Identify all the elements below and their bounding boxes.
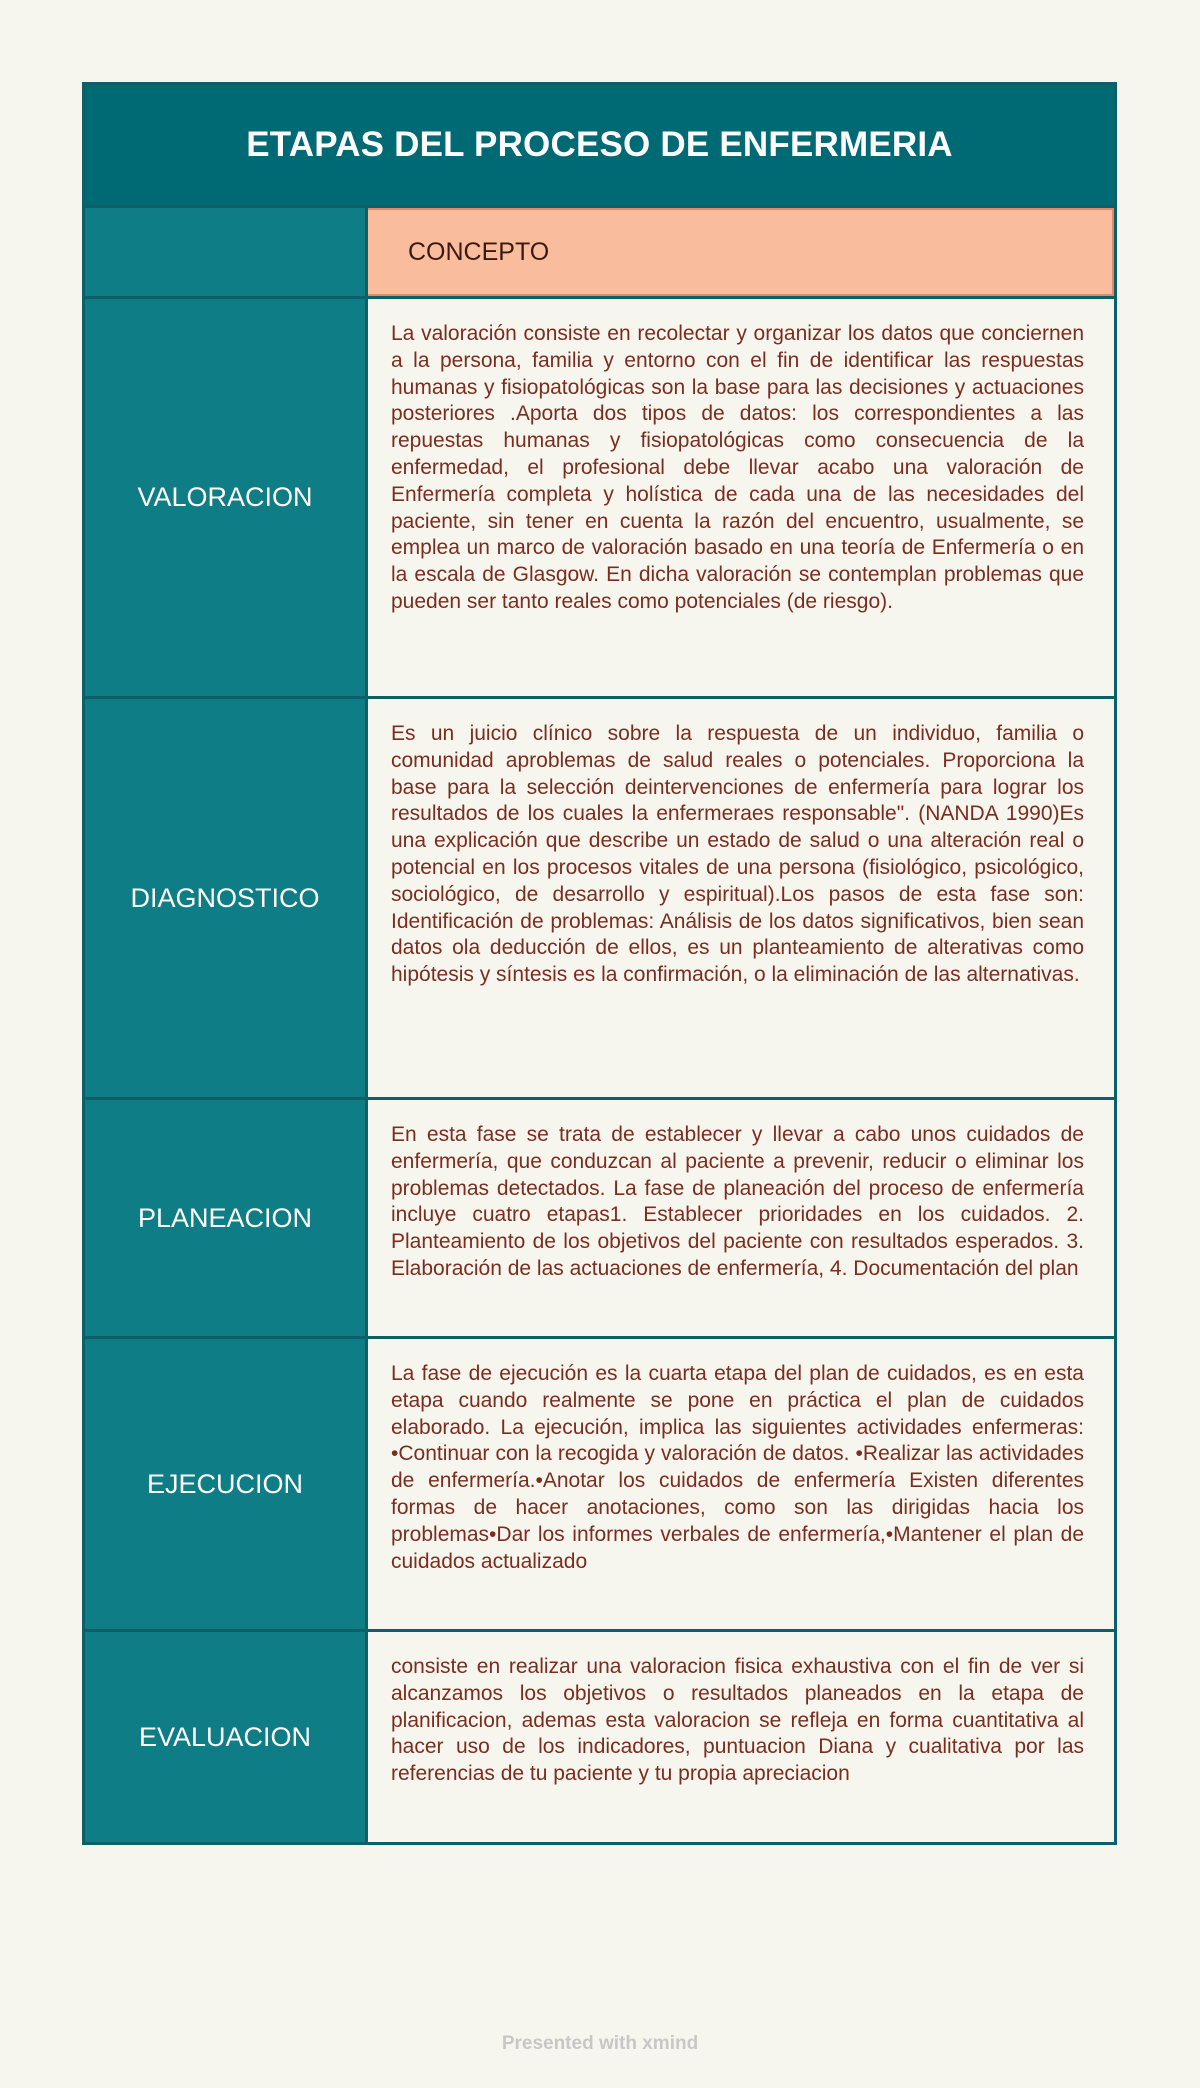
row-label: EVALUACION (85, 1632, 368, 1842)
presented-with-xmind-footer: Presented with xmind (501, 2033, 699, 2054)
row-concept: La valoración consiste en recolectar y organizar los datos que conciernen a la persona, familia y entorno con el fin de identificar las respuestas humanas y fisiopatológicas son la base para las decisiones y actuaciones posteriores .Aporta dos tipos de datos: los correspondientes a las repuestas humanas y fisiopatológicas como consecuencia de la enfermedad, el profesional debe llevar acabo una valoración de Enfermería completa y holística de cada una de las necesidades del paciente, sin tener en cuenta la razón del encuentro, usualmente, se emplea un marco de valoración basado en una teoría de Enfermería o en la escala de Glasgow. En dicha valoración se contemplan problemas que pueden ser tanto reales como potenciales (de riesgo). (368, 299, 1114, 696)
row-label: PLANEACION (85, 1100, 368, 1336)
table-row-ejecucion (85, 1336, 1114, 1629)
nursing-process-table (82, 82, 1117, 1845)
table-row-diagnostico (85, 696, 1114, 1097)
row-label: VALORACION (85, 299, 368, 696)
row-concept: Es un juicio clínico sobre la respuesta de un individuo, familia o comunidad aproblemas de salud reales o potenciales. Proporciona la base para la selección deintervenciones de enfermería para lograr los resultados de los cuales la enfermeraes responsable". (NANDA 1990)Es una explicación que describe un estado de salud o una alteración real o potencial en los procesos vitales de una persona (fisiológico, psicológico, sociológico, de desarrollo y espiritual).Los pasos de esta fase son: Identificación de problemas: Análisis de los datos significativos, bien sean datos ola deducción de ellos, es un planteamiento de alterativas como hipótesis y síntesis es la confirmación, o la eliminación de las alternativas. (368, 699, 1114, 1097)
table-title: ETAPAS DEL PROCESO DE ENFERMERIA (85, 85, 1114, 205)
row-concept: consiste en realizar una valoracion fisica exhaustiva con el fin de ver si alcanzamos los objetivos o resultados planeados en la etapa de planificacion, ademas esta valoracion se refleja en forma cuantitativa al hacer uso de los indicadores, puntuacion Diana y cualitativa por las referencias de tu paciente y tu propia apreciacion (368, 1632, 1114, 1842)
table-row-valoracion (85, 296, 1114, 696)
row-label: EJECUCION (85, 1339, 368, 1629)
header-row (85, 205, 1114, 296)
row-concept: La fase de ejecución es la cuarta etapa del plan de cuidados, es en esta etapa cuando realmente se pone en práctica el plan de cuidados elaborado. La ejecución, implica las siguientes actividades enfermeras: •Continuar con la recogida y valoración de datos. •Realizar las actividades de enfermería.•Anotar los cuidados de enfermería Existen diferentes formas de hacer anotaciones, como son las dirigidas hacia los problemas•Dar los informes verbales de enfermería,•Mantener el plan de cuidados actualizado (368, 1339, 1114, 1629)
table-row-evaluacion (85, 1629, 1114, 1842)
concept-header: CONCEPTO (368, 208, 1114, 296)
row-label: DIAGNOSTICO (85, 699, 368, 1097)
table-row-planeacion (85, 1097, 1114, 1336)
row-concept: En esta fase se trata de establecer y llevar a cabo unos cuidados de enfermería, que conduzcan al paciente a prevenir, reducir o eliminar los problemas detectados. La fase de planeación del proceso de enfermería incluye cuatro etapas1. Establecer prioridades en los cuidados. 2. Planteamiento de los objetivos del paciente con resultados esperados. 3. Elaboración de las actuaciones de enfermería, 4. Documentación del plan (368, 1100, 1114, 1336)
header-empty-cell (85, 208, 368, 296)
